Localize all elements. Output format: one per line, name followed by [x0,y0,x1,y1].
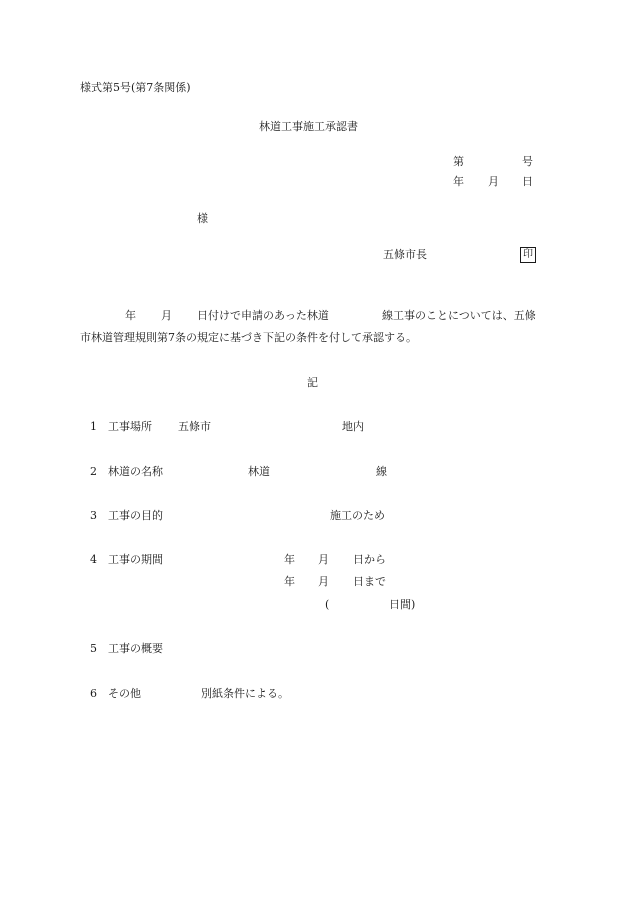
body-text-1: 日付けで申請のあった林道 [197,309,329,322]
item-4-label: 工事の期間 [108,553,163,566]
item-4-start-day: 日から [353,553,386,566]
item-1-label: 工事場所 [108,420,152,433]
document-title: 林道工事施工承認書 [259,120,358,133]
item-2-number: 2 [90,465,97,478]
item-3-number: 3 [90,509,97,522]
form-number: 様式第5号(第7条関係) [80,81,191,94]
item-4-end-day: 日まで [353,575,386,588]
body-text-2: 線工事のことについては、五條 [382,309,536,322]
doc-number-prefix: 第 [453,155,464,168]
item-1-number: 1 [90,420,97,433]
item-3-value: 施工のため [330,509,385,522]
item-5-number: 5 [90,642,97,655]
item-2-prefix: 林道 [248,465,270,478]
item-6-value: 別紙条件による。 [201,687,289,700]
date-day: 日 [522,175,533,188]
item-1-city: 五條市 [178,420,211,433]
body-year: 年 [125,309,136,322]
addressee-honorific: 様 [197,212,208,225]
seal-mark: 印 [520,247,536,263]
date-month: 月 [488,175,499,188]
ki-heading: 記 [307,376,318,389]
item-6-number: 6 [90,687,97,700]
item-2-suffix: 線 [376,465,387,478]
item-3-label: 工事の目的 [108,509,163,522]
item-4-end-year: 年 [284,575,295,588]
issuer-name: 五條市長 [383,248,427,261]
item-4-start-year: 年 [284,553,295,566]
body-month: 月 [161,309,172,322]
item-2-label: 林道の名称 [108,465,163,478]
body-text-3: 市林道管理規則第7条の規定に基づき下記の条件を付して承認する。 [80,331,417,344]
item-4-number: 4 [90,553,97,566]
item-4-end-month: 月 [318,575,329,588]
item-5-label: 工事の概要 [108,642,163,655]
item-4-open-paren: ( [325,598,330,611]
date-year: 年 [453,175,464,188]
item-6-label: その他 [108,687,141,700]
doc-number-suffix: 号 [522,155,533,168]
item-4-days: 日間) [389,598,416,611]
item-1-suffix: 地内 [342,420,364,433]
item-4-start-month: 月 [318,553,329,566]
